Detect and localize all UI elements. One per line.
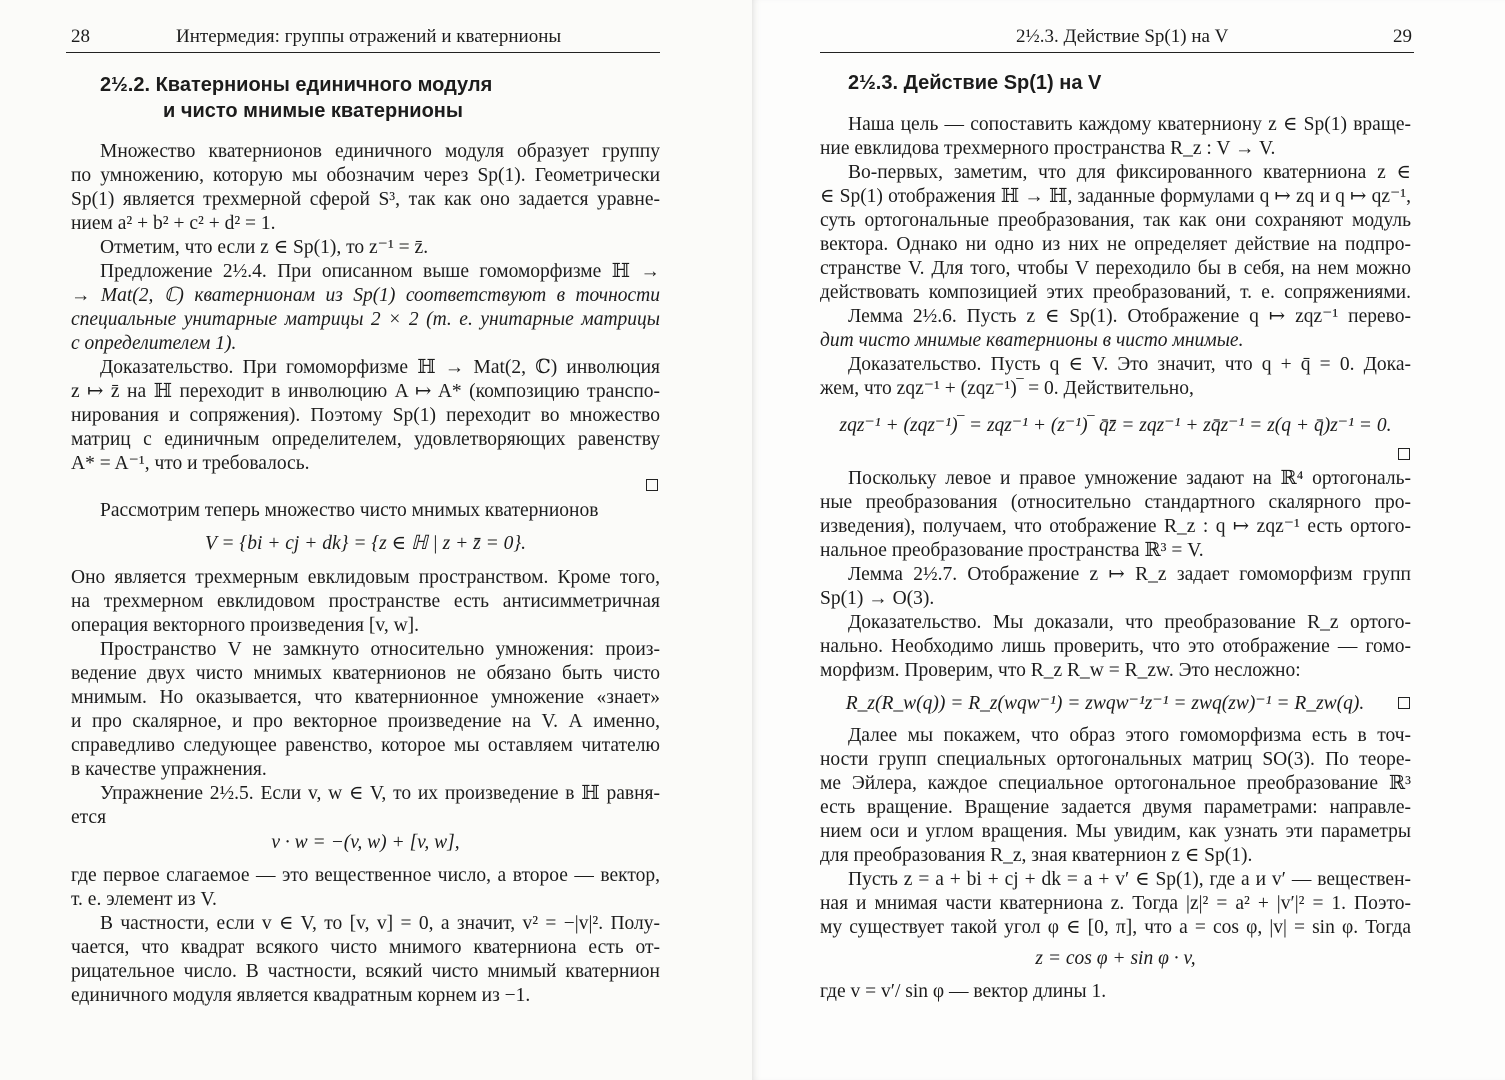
text-line: справедливо следующее равенство, которое мы оставляем читателю [71, 735, 660, 756]
text-line: для преобразования R_z, зная кватернион z ∈ Sp(1). [820, 845, 1253, 866]
text-line: Отметим, что если z ∈ Sp(1), то z⁻¹ = z̄. [100, 237, 429, 258]
text-line: дит чисто мнимые кватернионы в чисто мнимые. [820, 330, 1244, 351]
text-line: странстве V. Для того, чтобы V переходило бы в себя, на нем можно [820, 258, 1411, 279]
formula-line: V = {bi + cj + dk} = {z ∈ ℍ | z + z̄ = 0}. [204, 533, 527, 554]
formula-line: z = cos φ + sin φ · v, [1035, 948, 1196, 969]
text-line: есть вращение. Вращение задается двумя параметрами: направле- [820, 797, 1411, 818]
text-line: му существует такой угол φ ∈ [0, π], что a = cos φ, |v| = sin φ. Тогда [820, 917, 1411, 938]
section-heading-right: 2½.3. Действие Sp(1) на V [848, 72, 1102, 94]
text-line: Пусть z = a + bi + cj + dk = a + v′ ∈ Sp(1), где a и v′ — веществен- [848, 869, 1411, 890]
text-line: Наша цель — сопоставить каждому кватерниону z ∈ Sp(1) враще- [848, 114, 1411, 135]
text-line: в качестве упражнения. [71, 759, 267, 780]
header-rule-right [820, 52, 1414, 53]
text-line: жем, что zqz⁻¹ + (zqz⁻¹)‾ = 0. Действительно, [820, 378, 1194, 399]
text-line: Рассмотрим теперь множество чисто мнимых кватернионов [100, 500, 599, 521]
formula-line: zqz⁻¹ + (zqz⁻¹)‾ = zqz⁻¹ + (z⁻¹)‾ q̄z̄ = zqz⁻¹ + zq̄z⁻¹ = z(q + q̄)z⁻¹ = 0. [839, 415, 1392, 436]
text-line: ные преобразования (относительно стандартного скалярного про- [820, 492, 1411, 513]
text-line: A* = A⁻¹, что и требовалось. [71, 453, 310, 474]
right-page [752, 0, 1505, 1080]
text-line: рицательное число. В частности, всякий чисто мнимый кватернион [71, 961, 660, 982]
header-rule-left [66, 52, 660, 53]
qed-square-icon [646, 479, 658, 491]
exercise-line: Упражнение 2½.5. Если v, w ∈ V, то их произведение в ℍ равня- [100, 783, 660, 804]
text-line: ме Эйлера, каждое специальное ортогональное преобразование ℝ³ [820, 773, 1411, 794]
formula-line: R_z(R_w(q)) = R_z(wqw⁻¹) = zwqw⁻¹z⁻¹ = zwq(zw)⁻¹ = R_zw(q). [845, 693, 1365, 714]
text-line: изведения), получаем, что отображение R_z : q ↦ zqz⁻¹ есть ортого- [820, 516, 1411, 537]
text-line: чается, что квадрат всякого чисто мнимого кватерниона есть от- [71, 937, 660, 958]
page-number-left: 28 [71, 26, 90, 47]
text-line: с определителем 1). [71, 333, 237, 354]
text-line: Поскольку левое и правое умножение задают на ℝ⁴ ортогональ- [848, 468, 1411, 489]
text-line: Sp(1) → O(3). [820, 588, 935, 609]
text-line: Множество кватернионов единичного модуля образует группу [100, 141, 660, 162]
text-line: z ↦ z̄ на ℍ переходит в инволюцию A ↦ A* (композицию транспо- [71, 381, 660, 402]
qed-square-icon [1398, 448, 1410, 460]
text-line: → Mat(2, ℂ) кватернионам из Sp(1) соответствуют в точности [71, 285, 660, 306]
text-line: мнимым. Но оказывается, что кватернионное умножение «знает» [71, 687, 660, 708]
qed-square-icon [1398, 697, 1410, 709]
text-line: т. е. элемент из V. [71, 889, 217, 910]
text-line: на трехмерном евклидовом пространстве есть антисимметричная [71, 591, 660, 612]
text-line: нирования и сопряжения). Поэтому Sp(1) переходит во множество [71, 405, 660, 426]
text-line: морфизм. Проверим, что R_z R_w = R_zw. Это несложно: [820, 660, 1301, 681]
proof-line: Доказательство. Мы доказали, что преобразование R_z ортого- [848, 612, 1411, 633]
text-line: где первое слагаемое — это вещественное число, а второе — вектор, [71, 865, 660, 886]
text-line: где v = v′/ sin φ — вектор длины 1. [820, 981, 1107, 1002]
text-line: вектора. Однако ни одно из них не определяет действие на подпро- [820, 234, 1411, 255]
formula-line: v · w = −(v, w) + [v, w], [271, 832, 460, 853]
proof-line: Доказательство. Пусть q ∈ V. Это значит, что q + q̄ = 0. Дока- [848, 354, 1411, 375]
text-line: ется [71, 807, 107, 828]
lemma-line: Лемма 2½.6. Пусть z ∈ Sp(1). Отображение q ↦ zqz⁻¹ перево- [848, 306, 1411, 327]
proposition-line: Предложение 2½.4. При описанном выше гомоморфизме ℍ → [100, 261, 660, 282]
text-line: Sp(1) является трехмерной сферой S³, так как оно задается уравне- [71, 189, 660, 210]
text-line: суть ортогональные преобразования, так как они сохраняют модуль [820, 210, 1411, 231]
section-heading-line1: 2½.2. Кватернионы единичного модуля [100, 74, 493, 96]
text-line: по умножению, которую мы обозначим через Sp(1). Геометрически [71, 165, 660, 186]
text-line: В частности, если v ∈ V, то [v, v] = 0, а значит, v² = −|v|². Полу- [100, 913, 660, 934]
text-line: нальное преобразование пространства ℝ³ = V. [820, 540, 1204, 561]
text-line: единичного модуля является квадратным корнем из −1. [71, 985, 531, 1006]
lemma-line: Лемма 2½.7. Отображение z ↦ R_z задает гомоморфизм групп [848, 564, 1411, 585]
proof-line: Доказательство. При гомоморфизме ℍ → Mat(2, ℂ) инволюция [100, 357, 660, 378]
text-line: действовать композицией этих преобразований, т. е. сопряжениями. [820, 282, 1411, 303]
text-line: операция векторного произведения [v, w]. [71, 615, 420, 636]
running-head-right: 2½.3. Действие Sp(1) на V [1016, 26, 1229, 47]
running-head-left: Интермедия: группы отражений и кватернионы [176, 26, 562, 47]
text-line: и про скалярное, и про векторное произведение на V. А именно, [71, 711, 660, 732]
text-line: ние евклидова трехмерного пространства R_z : V → V. [820, 138, 1276, 159]
text-line: нально. Необходимо лишь проверить, что это отображение — гомо- [820, 636, 1411, 657]
text-line: Пространство V не замкнуто относительно умножения: произ- [100, 639, 660, 660]
text-line: ная и мнимая части кватерниона z. Тогда |z|² = a² + |v′|² = 1. Поэто- [820, 893, 1411, 914]
text-line: Оно является трехмерным евклидовым пространством. Кроме того, [71, 567, 660, 588]
text-line: матриц с единичным определителем, удовлетворяющих равенству [71, 429, 660, 450]
text-line: нием a² + b² + c² + d² = 1. [71, 213, 276, 234]
text-line: Во-первых, заметим, что для фиксированного кватерниона z ∈ [848, 162, 1411, 183]
left-page [0, 0, 752, 1080]
text-line: ведение двух чисто мнимых кватернионов не обязано быть чисто [71, 663, 660, 684]
text-line: нием оси и углом вращения. Мы увидим, как узнать эти параметры [820, 821, 1411, 842]
text-line: специальные унитарные матрицы 2 × 2 (т. е. унитарные матрицы [71, 309, 660, 330]
text-line: ности групп специальных ортогональных матриц SO(3). По теоре- [820, 749, 1411, 770]
page-number-right: 29 [1393, 26, 1412, 47]
text-line: ∈ Sp(1) отображения ℍ → ℍ, заданные формулами q ↦ zq и q ↦ qz⁻¹, [820, 186, 1411, 207]
text-line: Далее мы покажем, что образ этого гомоморфизма есть в точ- [848, 725, 1411, 746]
section-heading-line2: и чисто мнимые кватернионы [163, 100, 463, 122]
